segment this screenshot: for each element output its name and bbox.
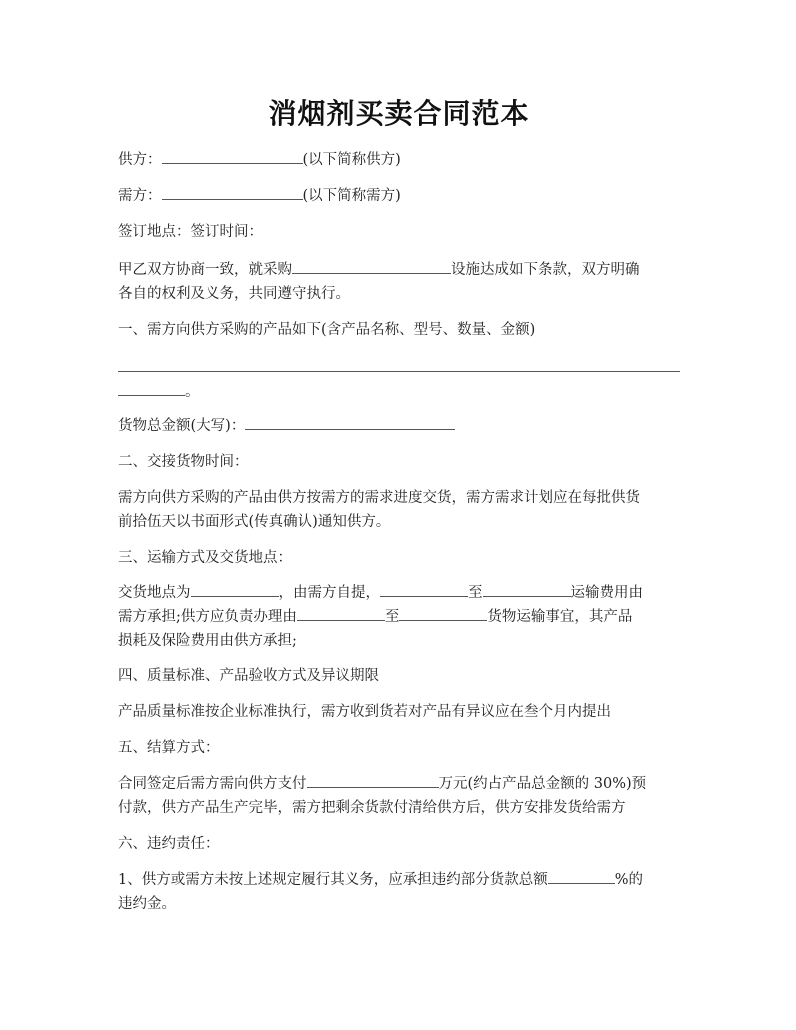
intro-text-after: 设施达成如下条款，双方明确: [451, 262, 640, 278]
supplier-label: 供方：: [118, 152, 162, 168]
total-amount-blank: [245, 414, 455, 430]
total-amount-label: 货物总金额(大写)：: [118, 418, 246, 434]
section3-body-line-1: [118, 581, 680, 605]
delivery-place-label: 交货地点为: [118, 585, 191, 601]
intro-line-1: [118, 258, 680, 282]
purchase-item-blank: [292, 258, 451, 274]
pickup-from-blank: [380, 581, 468, 597]
to-text-1: 至: [468, 585, 483, 601]
buyer-name-blank: [162, 184, 303, 200]
section1-heading: 一、需方向供方采购的产品如下(含产品名称、型号、数量、金额): [118, 322, 536, 338]
section5-body-line-2: 付款，供方产品生产完毕，需方把剩余货款付清给供方后，供方安排发货给需方: [118, 800, 626, 816]
freight-text: 运输费用由: [570, 585, 643, 601]
section5-heading: 五、结算方式：: [118, 740, 220, 756]
transport-from-blank: [297, 605, 385, 621]
product-list-end-line: [118, 380, 680, 404]
section2-body-line-2: 前拾伍天以书面形式(传真确认)通知供方。: [118, 514, 391, 530]
to-text-2: 至: [384, 609, 400, 625]
section5-body-line-1: [118, 772, 680, 796]
transport-to-blank: [399, 605, 487, 621]
product-list-blank-line: [118, 371, 680, 372]
buyer-suffix: (以下简称需方): [302, 188, 401, 204]
buyer-line: [118, 184, 680, 208]
section3-body-line-3: 损耗及保险费用由供方承担;: [118, 633, 297, 649]
section2-heading: 二、交接货物时间：: [118, 454, 249, 470]
section4-body: 产品质量标准按企业标准执行，需方收到货若对产品有异议应在叁个月内提出: [118, 704, 611, 720]
penalty-percent-blank: [548, 868, 615, 884]
intro-text-before: 甲乙双方协商一致，就采购: [118, 262, 292, 278]
buyer-label: 需方：: [118, 188, 162, 204]
advance-amount-blank: [307, 772, 439, 788]
total-amount-line: [118, 414, 680, 438]
section3-body-line-2: [118, 605, 680, 629]
section2-body-line-1: 需方向供方采购的产品由供方按需方的需求进度交货，需方需求计划应在每批供货: [118, 490, 640, 506]
supplier-line: [118, 148, 680, 172]
section4-heading: 四、质量标准、产品验收方式及异议期限: [118, 668, 379, 684]
product-list-blank-tail: [118, 380, 185, 396]
section3-heading: 三、运输方式及交货地点：: [118, 550, 292, 566]
section6-body-line-2: 违约金。: [118, 896, 176, 912]
pickup-to-blank: [483, 581, 571, 597]
section6-heading: 六、违约责任：: [118, 836, 220, 852]
advance-payment-text: 合同签定后需方需向供方支付: [118, 776, 307, 792]
signing-line: 签订地点：签订时间：: [118, 224, 263, 240]
supplier-name-blank: [162, 148, 303, 164]
supplier-transport-text: 需方承担;供方应负责办理由: [118, 609, 297, 625]
product-list-end-mark: 。: [185, 384, 200, 400]
section6-body-line-1: [118, 868, 680, 892]
penalty-percent-suffix: %的: [614, 872, 644, 888]
advance-percent-text: 万元(约占产品总金额的 30%)预: [438, 776, 647, 792]
intro-line-2: 各自的权利及义务，共同遵守执行。: [118, 286, 350, 302]
delivery-place-blank: [191, 581, 279, 597]
transport-matters-text: 货物运输事宜，其产品: [487, 609, 633, 625]
supplier-suffix: (以下简称供方): [302, 152, 401, 168]
self-pickup-text: ，由需方自提，: [278, 585, 380, 601]
document-title: 消烟剂买卖合同范本: [268, 97, 530, 130]
penalty-text: 1、供方或需方未按上述规定履行其义务，应承担违约部分货款总额: [118, 872, 548, 888]
